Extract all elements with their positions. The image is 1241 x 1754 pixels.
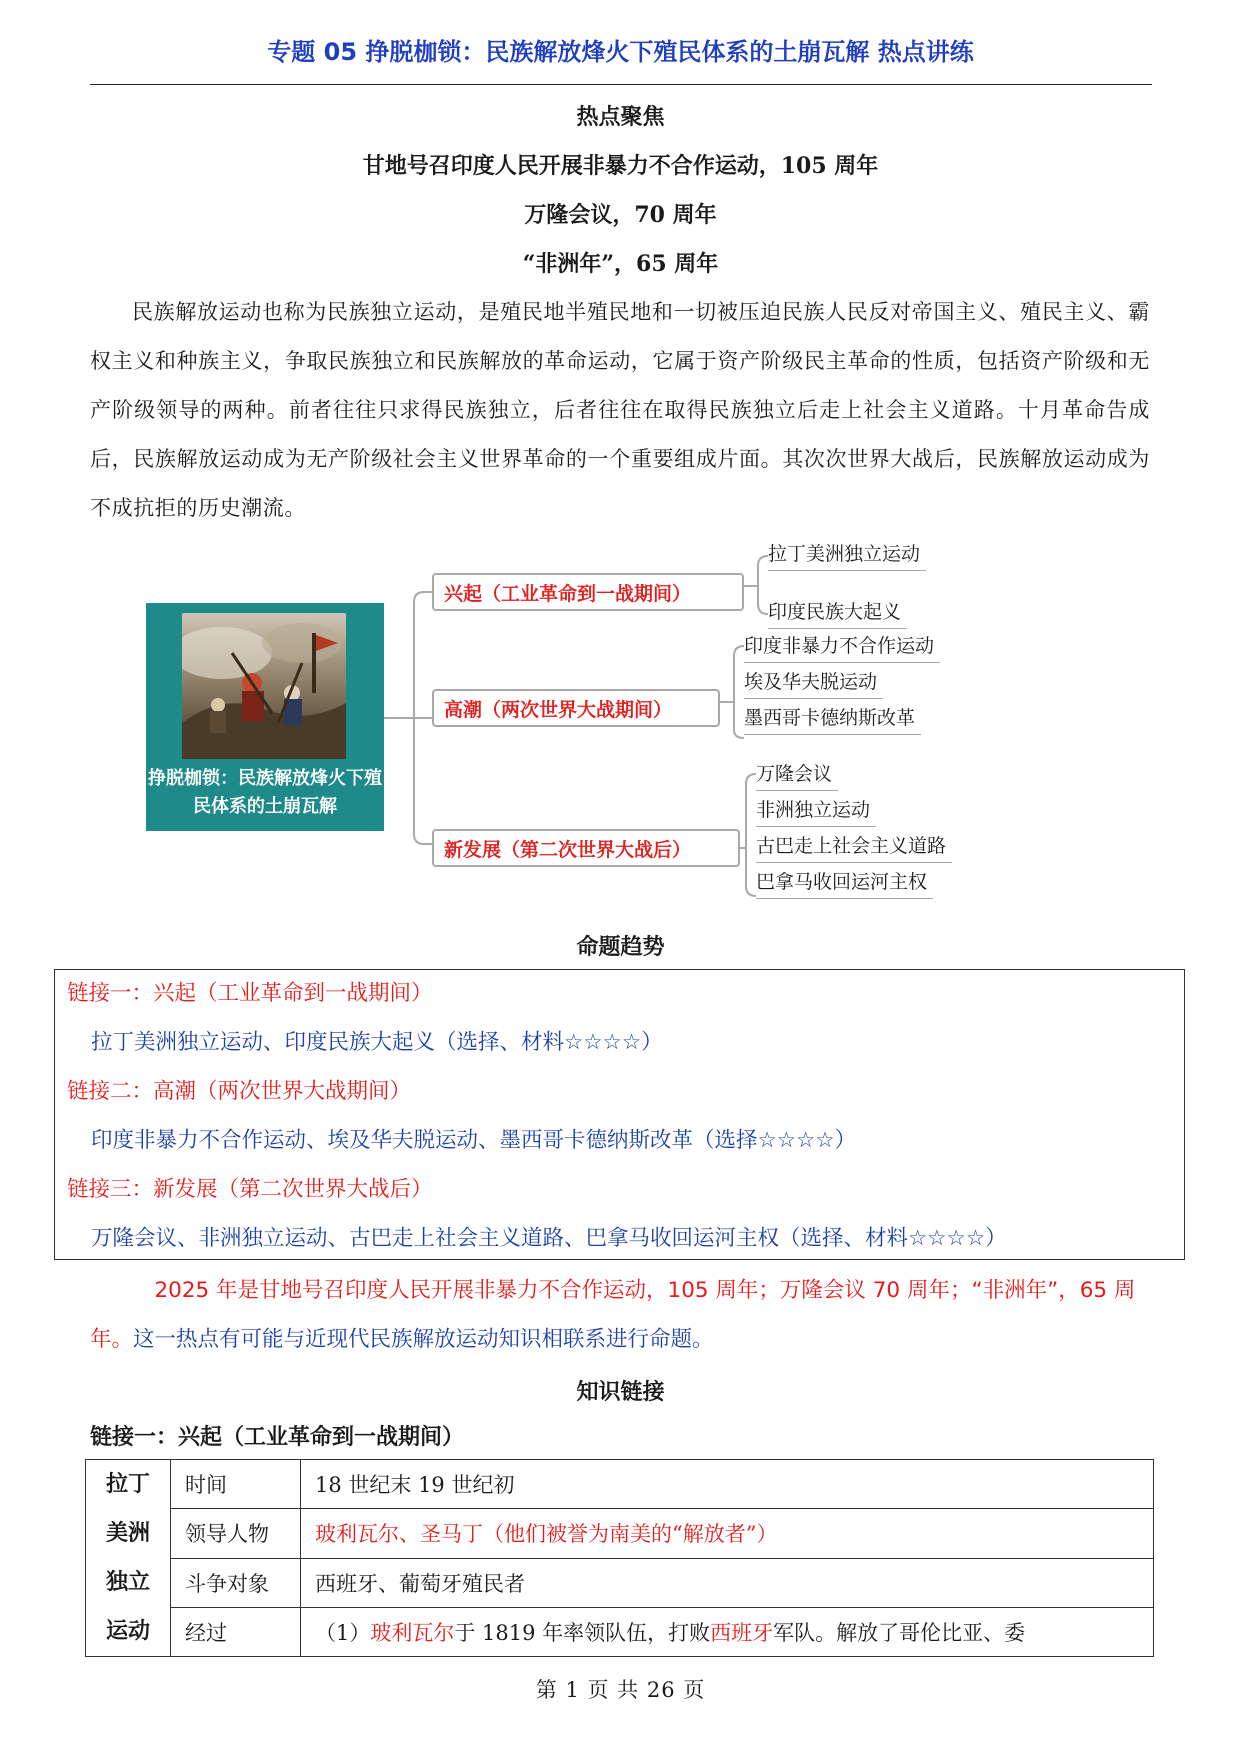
battle-painting-image	[182, 613, 346, 759]
table-row	[86, 1460, 1154, 1509]
page-header: 专题 05 挣脱枷锁：民族解放烽火下殖民体系的土崩瓦解 热点讲练	[267, 38, 974, 66]
mind-map-leaf: 墨西哥卡德纳斯改革	[744, 704, 921, 735]
trend-box	[54, 969, 1185, 1260]
row-header-char: 拉丁	[105, 1472, 150, 1497]
focus-line-3: “非洲年”，65 周年	[522, 251, 719, 277]
row-value: 玻利瓦尔、圣马丁（他们被誉为南美的“解放者”）	[301, 1509, 1154, 1558]
trend-heading: 命题趋势	[576, 934, 665, 960]
table-row	[86, 1558, 1154, 1607]
value-part-highlight: 玻利瓦尔	[370, 1620, 455, 1645]
intro-paragraph: 民族解放运动也称为民族独立运动，是殖民地半殖民地和一切被压迫民族人民反对帝国主义、殖民主义、霸权主义和种族主义，争取民族独立和民族解放的革命运动，它属于资产阶级民主革命的性质，包括资产阶级和无产阶级领导的两种。前者往往只求得民族独立，后者往往在取得民族独立后走上社会主义道路。十月革命告成后，民族解放运动成为无产阶级社会主义世界革命的一个重要组成片面。其次次世界大战后，民族解放运动成为不成抗拒的历史潮流。	[90, 300, 1150, 520]
table-row	[86, 1607, 1154, 1656]
row-label: 经过	[171, 1607, 301, 1656]
trend-link-3-content: 万隆会议、非洲独立运动、古巴走上社会主义道路、巴拿马收回运河主权（选择、材料☆☆☆☆）	[91, 1226, 1007, 1251]
hotspot-paragraph	[90, 1266, 1150, 1364]
mind-map-leaf: 拉丁美洲独立运动	[768, 540, 926, 571]
mind-map-leaf: 非洲独立运动	[756, 796, 876, 827]
mind-map-leaf: 埃及华夫脱运动	[744, 668, 883, 699]
knowledge-table	[85, 1459, 1154, 1657]
row-label: 领导人物	[171, 1509, 301, 1558]
hotspot-blue-text: 这一热点有可能与近现代民族解放运动知识相联系进行命题。	[133, 1327, 714, 1352]
value-part: （1）	[315, 1620, 371, 1645]
value-part: 军队。解放了哥伦比亚、委	[773, 1620, 1026, 1645]
row-header-cell	[86, 1460, 171, 1657]
knowledge-heading: 知识链接	[576, 1379, 665, 1405]
value-part: 于 1819 年率领队伍，打败	[454, 1620, 711, 1645]
mind-map-branch-1: 兴起（工业革命到一战期间）	[432, 573, 744, 611]
hotspot-red-text: 2025 年是甘地号召印度人民开展非暴力不合作运动，105 周年；万隆会议 70 周年；“非洲年”，65 周年。	[90, 1278, 1136, 1352]
focus-line-2: 万隆会议，70 周年	[524, 202, 717, 228]
row-label: 时间	[171, 1460, 301, 1509]
trend-link-1-title: 链接一：兴起（工业革命到一战期间）	[67, 981, 433, 1006]
row-label: 斗争对象	[171, 1558, 301, 1607]
row-header-char: 独立	[105, 1570, 150, 1595]
mind-map-leaf: 古巴走上社会主义道路	[756, 832, 952, 863]
mind-map-branch-2: 高潮（两次世界大战期间）	[432, 689, 720, 727]
mind-map	[0, 530, 1241, 910]
trend-link-3-title: 链接三：新发展（第二次世界大战后）	[67, 1177, 433, 1202]
mind-map-root	[146, 603, 384, 831]
header-rule	[90, 84, 1152, 85]
mind-map-leaf: 印度民族大起义	[768, 598, 907, 629]
value-part-highlight: 西班牙	[710, 1620, 774, 1645]
mind-map-leaf: 万隆会议	[756, 760, 838, 791]
mind-map-branch-3: 新发展（第二次世界大战后）	[432, 829, 740, 867]
trend-link-1-content: 拉丁美洲独立运动、印度民族大起义（选择、材料☆☆☆☆）	[91, 1030, 663, 1055]
table-row	[86, 1509, 1154, 1558]
focus-line-1: 甘地号召印度人民开展非暴力不合作运动，105 周年	[362, 153, 879, 179]
trend-link-2-title: 链接二：高潮（两次世界大战期间）	[67, 1079, 412, 1104]
mind-map-leaf: 巴拿马收回运河主权	[756, 868, 933, 899]
row-header-char: 美洲	[105, 1521, 150, 1546]
row-value	[301, 1607, 1154, 1656]
row-value: 西班牙、葡萄牙殖民者	[301, 1558, 1154, 1607]
knowledge-subheading: 链接一：兴起（工业革命到一战期间）	[90, 1425, 465, 1450]
page-footer: 第 1 页 共 26 页	[535, 1678, 706, 1702]
mind-map-root-title: 挣脱枷锁：民族解放烽火下殖民体系的土崩瓦解	[148, 768, 382, 817]
row-value: 18 世纪末 19 世纪初	[301, 1460, 1154, 1509]
row-header-char: 运动	[105, 1619, 150, 1644]
focus-heading: 热点聚焦	[576, 104, 665, 130]
trend-link-2-content: 印度非暴力不合作运动、埃及华夫脱运动、墨西哥卡德纳斯改革（选择☆☆☆☆）	[91, 1128, 857, 1153]
mind-map-leaf: 印度非暴力不合作运动	[744, 632, 940, 663]
